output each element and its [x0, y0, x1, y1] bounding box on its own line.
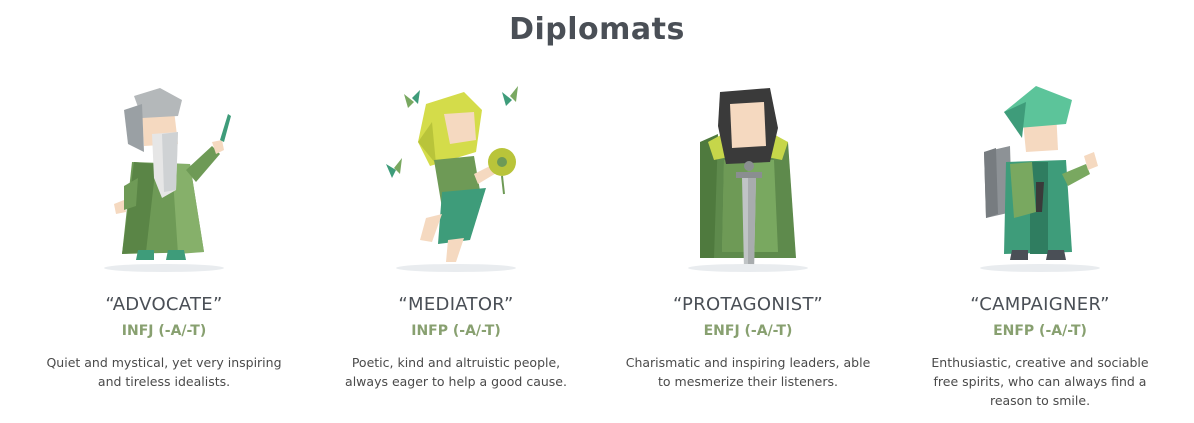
card-name[interactable]: “CAMPAIGNER” — [970, 294, 1110, 315]
section-title: Diplomats — [509, 12, 685, 47]
card-code: ENFP (-A/-T) — [993, 323, 1087, 339]
card-description: Poetic, kind and altruistic people, always eager to help a good cause. — [345, 355, 567, 389]
card-name[interactable]: “ADVOCATE” — [105, 294, 223, 315]
card-description: Charismatic and inspiring leaders, able to mesmerize their listeners. — [625, 355, 871, 389]
protagonist-illustration-icon — [678, 82, 818, 272]
campaigner-illustration-icon — [970, 82, 1110, 272]
card-name[interactable]: “MEDIATOR” — [398, 294, 514, 315]
card-code: INFP (-A/-T) — [411, 323, 501, 339]
mediator-illustration-icon — [386, 82, 526, 272]
card-code: INFJ (-A/-T) — [121, 323, 207, 339]
personality-card-mediator[interactable] — [316, 82, 596, 391]
personality-card-protagonist[interactable] — [608, 82, 888, 391]
card-code: ENFJ (-A/-T) — [703, 323, 793, 339]
advocate-illustration-icon — [94, 82, 234, 272]
card-description: Quiet and mystical, yet very inspiring and tireless idealists. — [46, 355, 282, 389]
personality-card-campaigner[interactable] — [900, 82, 1180, 410]
personality-card-advocate[interactable] — [24, 82, 304, 391]
card-name[interactable]: “PROTAGONIST” — [672, 294, 824, 315]
card-description: Enthusiastic, creative and sociable free spirits, who can always find a reason to smile. — [931, 355, 1149, 408]
